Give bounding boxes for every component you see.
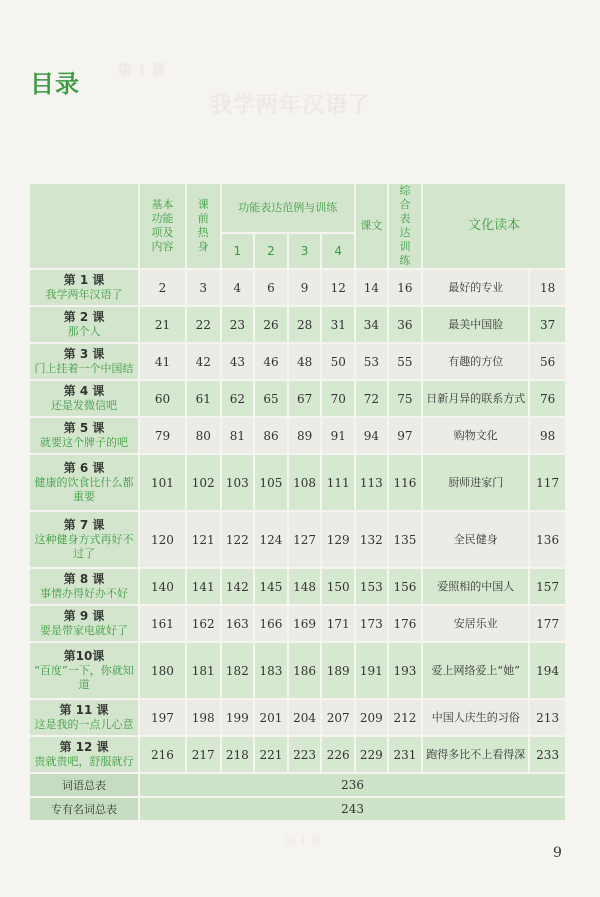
lesson-cell (30, 643, 140, 700)
warmup-page: 217 (187, 737, 222, 774)
function-2-page: 166 (255, 606, 289, 643)
basic-function-page: 21 (140, 307, 187, 344)
lesson-number: 第 9 课 (63, 609, 105, 623)
comprehensive-page: 193 (389, 643, 424, 700)
function-4-page: 129 (322, 512, 356, 569)
comprehensive-page: 176 (389, 606, 424, 643)
lesson-cell (30, 737, 140, 774)
lesson-cell (30, 512, 140, 569)
lesson-number: 第 8 课 (63, 572, 105, 586)
culture-reading-page: 98 (530, 418, 567, 455)
function-3-page: 28 (289, 307, 323, 344)
warmup-page: 121 (187, 512, 222, 569)
text-page: 94 (356, 418, 389, 455)
lesson-title: 健康的饮食比什么都重要 (34, 476, 134, 503)
basic-function-page: 120 (140, 512, 187, 569)
table-row (30, 700, 567, 737)
function-2-page: 26 (255, 307, 289, 344)
warmup-page: 141 (187, 569, 222, 606)
lesson-cell (30, 455, 140, 512)
comprehensive-page: 97 (389, 418, 424, 455)
function-1-page: 199 (222, 700, 256, 737)
background-lesson-title: 我学两年汉语了 (210, 92, 372, 118)
function-1-page: 4 (222, 270, 256, 307)
lesson-cell (30, 344, 140, 381)
text-page: 153 (356, 569, 389, 606)
culture-reading-title: 跑得多比不上看得深 (423, 737, 530, 774)
header-sub-3: 3 (289, 234, 323, 270)
function-1-page: 81 (222, 418, 256, 455)
text-page: 229 (356, 737, 389, 774)
page-title: 目录 (30, 70, 80, 98)
function-4-page: 91 (322, 418, 356, 455)
table-row (30, 381, 567, 418)
function-4-page: 111 (322, 455, 356, 512)
culture-reading-title: 厨师进家门 (423, 455, 530, 512)
toc-table (30, 184, 567, 822)
function-3-page: 223 (289, 737, 323, 774)
warmup-page: 181 (187, 643, 222, 700)
proper-noun-index-page: 243 (140, 798, 567, 822)
table-row (30, 455, 567, 512)
toc-body (30, 270, 567, 774)
text-page: 113 (356, 455, 389, 512)
function-2-page: 65 (255, 381, 289, 418)
text-page: 34 (356, 307, 389, 344)
culture-reading-title: 安居乐业 (423, 606, 530, 643)
culture-reading-title: 最美中国脸 (423, 307, 530, 344)
toc-footer (30, 774, 567, 822)
lesson-title: 门上挂着一个中国结 (34, 362, 134, 375)
text-page: 132 (356, 512, 389, 569)
culture-reading-page: 76 (530, 381, 567, 418)
header-basic-function-label: 基本功能项及内容 (151, 198, 174, 253)
comprehensive-page: 116 (389, 455, 424, 512)
comprehensive-page: 212 (389, 700, 424, 737)
function-2-page: 46 (255, 344, 289, 381)
function-4-page: 31 (322, 307, 356, 344)
table-row (30, 737, 567, 774)
page-number: 9 (553, 845, 562, 861)
comprehensive-page: 55 (389, 344, 424, 381)
culture-reading-title: 有趣的方位 (423, 344, 530, 381)
function-3-page: 89 (289, 418, 323, 455)
comprehensive-page: 135 (389, 512, 424, 569)
function-1-page: 43 (222, 344, 256, 381)
header-warmup-label: 课前热身 (197, 198, 209, 253)
function-3-page: 108 (289, 455, 323, 512)
function-1-page: 122 (222, 512, 256, 569)
header-text: 课文 (356, 184, 389, 270)
text-page: 173 (356, 606, 389, 643)
table-row (30, 344, 567, 381)
lesson-title: 那个人 (67, 325, 101, 338)
function-2-page: 221 (255, 737, 289, 774)
culture-reading-page: 136 (530, 512, 567, 569)
warmup-page: 162 (187, 606, 222, 643)
lesson-cell (30, 606, 140, 643)
basic-function-page: 60 (140, 381, 187, 418)
comprehensive-page: 231 (389, 737, 424, 774)
culture-reading-page: 177 (530, 606, 567, 643)
lesson-title: 事情办得好办不好 (40, 587, 129, 600)
function-4-page: 171 (322, 606, 356, 643)
lesson-number: 第 2 课 (63, 310, 105, 324)
culture-reading-title: 最好的专业 (423, 270, 530, 307)
header-sub-2: 2 (255, 234, 289, 270)
function-2-page: 6 (255, 270, 289, 307)
function-1-page: 103 (222, 455, 256, 512)
warmup-page: 22 (187, 307, 222, 344)
basic-function-page: 197 (140, 700, 187, 737)
function-1-page: 218 (222, 737, 256, 774)
table-row (30, 270, 567, 307)
function-1-page: 62 (222, 381, 256, 418)
lesson-title: 贵就贵吧，舒服就行 (34, 755, 134, 768)
function-2-page: 145 (255, 569, 289, 606)
basic-function-page: 79 (140, 418, 187, 455)
table-row (30, 307, 567, 344)
lesson-title: 这是我的一点儿心意 (34, 718, 134, 731)
function-3-page: 48 (289, 344, 323, 381)
text-page: 72 (356, 381, 389, 418)
function-1-page: 23 (222, 307, 256, 344)
lesson-title: 要是带家电就好了 (40, 624, 129, 637)
function-4-page: 150 (322, 569, 356, 606)
function-4-page: 189 (322, 643, 356, 700)
warmup-page: 102 (187, 455, 222, 512)
lesson-title: 这种健身方式再好不过了 (34, 533, 134, 560)
background-footer-label: 第 1 课 (285, 834, 321, 847)
function-3-page: 204 (289, 700, 323, 737)
text-page: 53 (356, 344, 389, 381)
vocabulary-index-label: 词语总表 (30, 774, 140, 798)
lesson-cell (30, 418, 140, 455)
header-culture: 文化读本 (423, 184, 567, 270)
lesson-title: 我学两年汉语了 (45, 288, 123, 301)
lesson-number: 第 4 课 (63, 384, 105, 398)
culture-reading-page: 213 (530, 700, 567, 737)
function-1-page: 182 (222, 643, 256, 700)
function-4-page: 50 (322, 344, 356, 381)
culture-reading-title: 爱上网络爱上“她” (423, 643, 530, 700)
proper-noun-index-label: 专有名词总表 (30, 798, 140, 822)
comprehensive-page: 156 (389, 569, 424, 606)
culture-reading-page: 56 (530, 344, 567, 381)
function-2-page: 124 (255, 512, 289, 569)
header-sub-1: 1 (222, 234, 256, 270)
text-page: 14 (356, 270, 389, 307)
function-4-page: 70 (322, 381, 356, 418)
culture-reading-page: 233 (530, 737, 567, 774)
function-3-page: 9 (289, 270, 323, 307)
function-3-page: 148 (289, 569, 323, 606)
basic-function-page: 41 (140, 344, 187, 381)
lesson-title: 还是发微信吧 (51, 399, 118, 412)
function-2-page: 86 (255, 418, 289, 455)
comprehensive-page: 36 (389, 307, 424, 344)
lesson-cell (30, 381, 140, 418)
function-3-page: 127 (289, 512, 323, 569)
warmup-page: 198 (187, 700, 222, 737)
header-blank (30, 184, 140, 270)
basic-function-page: 140 (140, 569, 187, 606)
text-page: 191 (356, 643, 389, 700)
lesson-number: 第 11 课 (59, 703, 109, 717)
table-row (30, 512, 567, 569)
lesson-title: “百度”一下，你就知道 (34, 664, 134, 691)
lesson-number: 第 12 课 (59, 740, 109, 754)
function-2-page: 105 (255, 455, 289, 512)
culture-reading-title: 全民健身 (423, 512, 530, 569)
basic-function-page: 216 (140, 737, 187, 774)
function-3-page: 67 (289, 381, 323, 418)
lesson-title: 就要这个牌子的吧 (40, 436, 129, 449)
function-3-page: 186 (289, 643, 323, 700)
text-page: 209 (356, 700, 389, 737)
lesson-cell (30, 569, 140, 606)
basic-function-page: 161 (140, 606, 187, 643)
header-sub-4: 4 (322, 234, 356, 270)
background-chapter-label: 第 1 课 (118, 63, 166, 79)
lesson-number: 第 5 课 (63, 421, 105, 435)
warmup-page: 80 (187, 418, 222, 455)
culture-reading-title: 中国人庆生的习俗 (423, 700, 530, 737)
header-comprehensive-label: 综合表达训练 (399, 184, 411, 267)
culture-reading-page: 18 (530, 270, 567, 307)
lesson-cell (30, 270, 140, 307)
lesson-number: 第 3 课 (63, 347, 105, 361)
warmup-page: 3 (187, 270, 222, 307)
lesson-number: 第 6 课 (63, 461, 105, 475)
header-basic-function (140, 184, 187, 270)
comprehensive-page: 16 (389, 270, 424, 307)
culture-reading-page: 194 (530, 643, 567, 700)
function-4-page: 207 (322, 700, 356, 737)
basic-function-page: 2 (140, 270, 187, 307)
function-2-page: 183 (255, 643, 289, 700)
culture-reading-title: 购物文化 (423, 418, 530, 455)
warmup-page: 42 (187, 344, 222, 381)
table-row (30, 606, 567, 643)
culture-reading-page: 117 (530, 455, 567, 512)
function-4-page: 226 (322, 737, 356, 774)
vocabulary-index-page: 236 (140, 774, 567, 798)
culture-reading-title: 日新月异的联系方式 (423, 381, 530, 418)
lesson-number: 第 1 课 (63, 273, 105, 287)
culture-reading-title: 爱照相的中国人 (423, 569, 530, 606)
basic-function-page: 101 (140, 455, 187, 512)
function-3-page: 169 (289, 606, 323, 643)
header-function-expression: 功能表达范例与训练 (222, 184, 357, 234)
lesson-cell (30, 307, 140, 344)
header-comprehensive (389, 184, 424, 270)
table-row (30, 418, 567, 455)
function-1-page: 163 (222, 606, 256, 643)
culture-reading-page: 37 (530, 307, 567, 344)
comprehensive-page: 75 (389, 381, 424, 418)
function-1-page: 142 (222, 569, 256, 606)
lesson-cell (30, 700, 140, 737)
warmup-page: 61 (187, 381, 222, 418)
table-row (30, 569, 567, 606)
table-row (30, 643, 567, 700)
function-2-page: 201 (255, 700, 289, 737)
lesson-number: 第 7 课 (63, 518, 105, 532)
basic-function-page: 180 (140, 643, 187, 700)
function-4-page: 12 (322, 270, 356, 307)
culture-reading-page: 157 (530, 569, 567, 606)
lesson-number: 第10课 (63, 649, 105, 663)
header-warmup (187, 184, 222, 270)
